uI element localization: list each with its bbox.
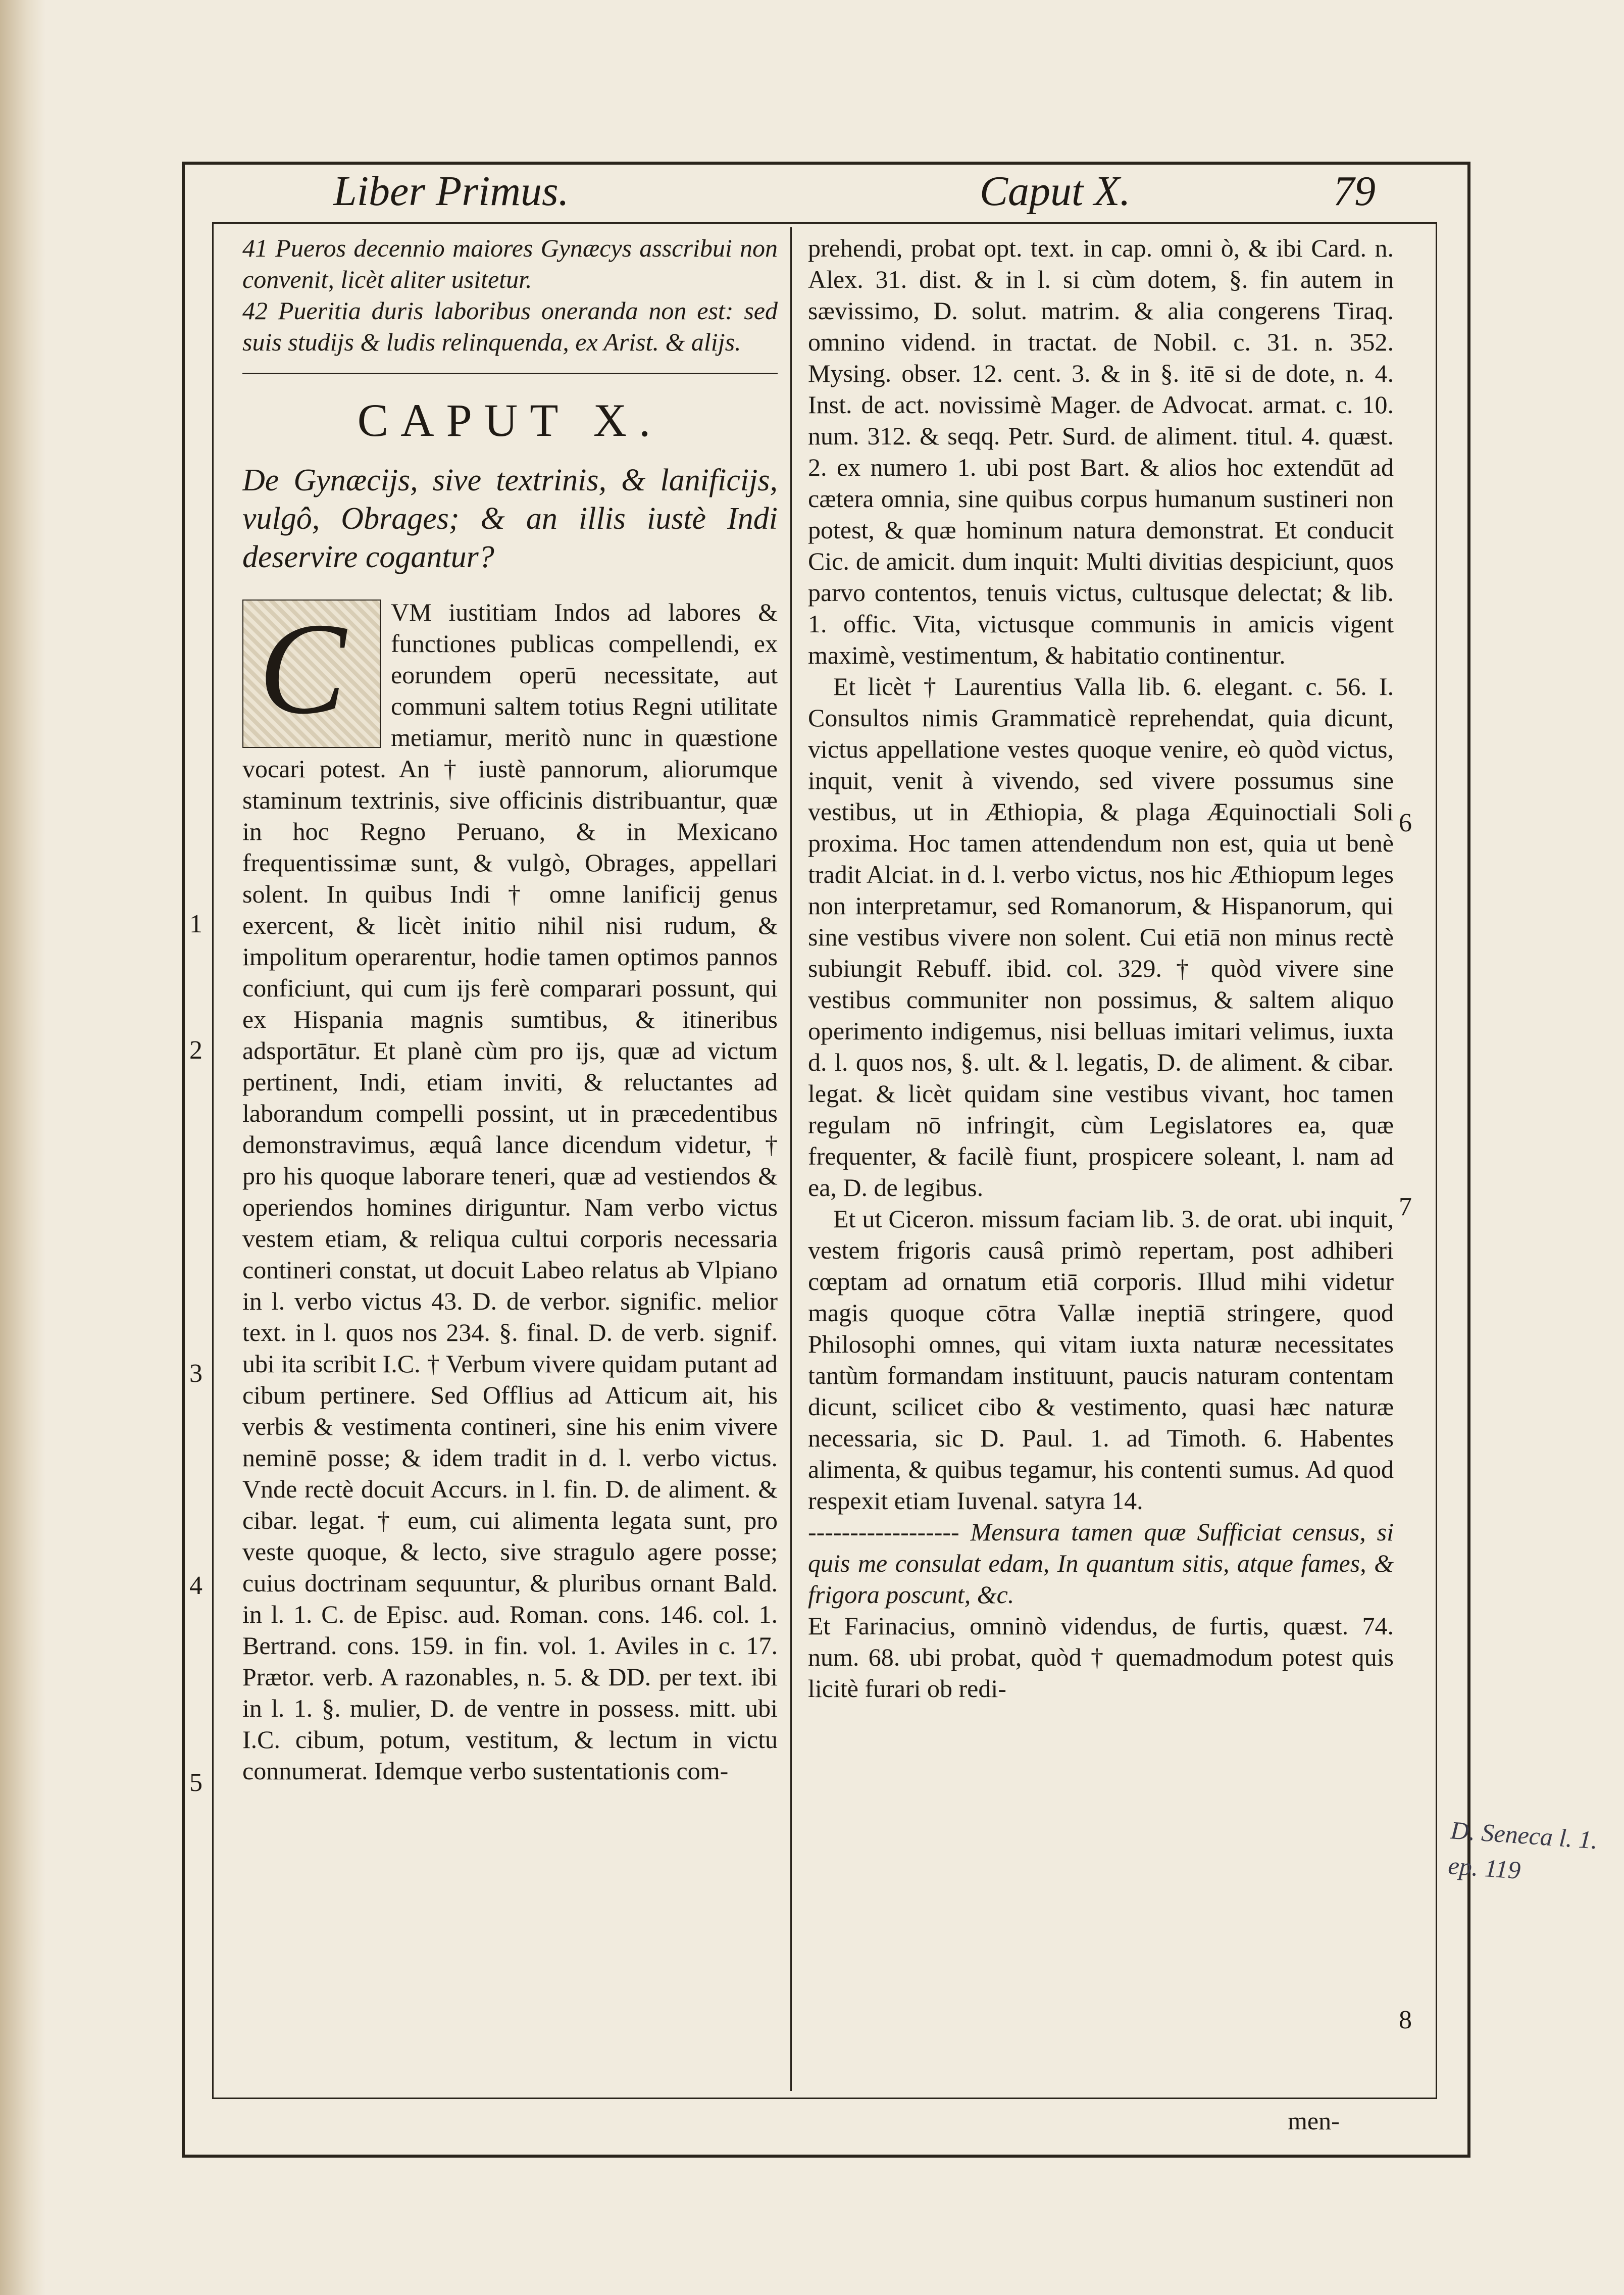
header-liber: Liber Primus.	[333, 168, 569, 215]
margin-number: 1	[189, 910, 202, 938]
margin-number: 7	[1399, 1192, 1412, 1221]
chapter-summary	[242, 232, 778, 358]
body-paragraph: VM iustitiam Indos ad labores & functiones publicas compellendi, ex eorundem operū necessitate, aut communi saltem totius Regni utilitate metiamur, meritò nunc in quæstione vocari potest. An † iustè pannorum, aliorumque staminum textrinis, sive officinis distribuantur, quæ in hoc Regno Peruano, & in Mexicano frequentissimæ sunt, & vulgò, Obrages, appellari solent. In quibus Indi † omne lanificij genus exercent, & licèt initio nihil nisi rudum, & impolitum operarentur, hodie tamen optimos pannos conficiunt, qui cum ijs ferè comparari possunt, qui ex Hispania magnis sumtibus, & itineribus adsportātur. Et planè cùm pro ijs, quæ ad victum pertinent, Indi, etiam inviti, & reluctantes ad laborandum compelli possint, ut in præcedentibus demonstravimus, æquâ lance dicendum videtur, † pro his quoque laborare teneri, quæ ad vestiendos & operiendos homines diriguntur. Nam verbo victus vestem etiam, & reliqua cultui corporis necessaria contineri constat, ut docuit Labeo relatus ab Vlpiano in l. verbo victus 43. D. de verbor. signific. melior text. in l. quos nos 234. §. final. D. de verb. signif. ubi ita scribit I.C. † Verbum vivere quidam putant ad cibum pertinere. Sed Offlius ad Atticum ait, his verbis & vestimenta contineri, sine his enim vivere neminē posse; & idem tradit in d. l. verbo victus. Vnde rectè docuit Accurs. in l. fin. D. de aliment. & cibar. legat. † eum, cui alimenta legata sunt, pro veste quoque, & lecto, sive stragulo agere posse; cuius doctrinam sequuntur, & pluribus ornant Bald. in l. 1. C. de Episc. aud. Roman. cons. 146. col. 1. Bertrand. cons. 159. in fin. vol. 1. Aviles in c. 17. Prætor. verb. A razonables, n. 5. & DD. per text. ibi in l. 1. §. mulier, D. de ventre in possess. mitt. ubi I.C. cibum, potum, vestitum, & lectum in victu connumerat. Idemque verbo sustentationis com-	[242, 598, 778, 1785]
header-caput: Caput X.	[980, 168, 1131, 215]
margin-number: 8	[1399, 2006, 1412, 2034]
body-paragraph: Et Farinacius, omninò videndus, de furtis, quæst. 74. num. 68. ubi probat, quòd † quemadmodum potest quis licitè furari ob redi-	[808, 1612, 1394, 1703]
section-separator	[242, 373, 778, 374]
margin-number: 5	[189, 1768, 202, 1797]
verse-quote: ------------------ Mensura tamen quæ Sufficiat census, si quis me consulat edam, In quantum sitis, atque fames, & frigora poscunt, &c.	[808, 1518, 1394, 1609]
margin-number: 2	[189, 1036, 202, 1065]
left-column	[242, 232, 778, 2081]
body-paragraph: prehendi, probat opt. text. in cap. omni ò, & ibi Card. n. Alex. 31. dist. & in l. si cùm dotem, §. fin autem in sævissimo, D. solut. matrim. & alia congerens Tiraq. omnino vidend. in tractat. de Nobil. c. 31. n. 352. Mysing. obser. 12. cent. 3. & in §. itē si de dote, n. 4. Inst. de act. novissimè Mager. de Advocat. armat. c. 10. num. 312. & seqq. Petr. Surd. de aliment. titul. 4. quæst. 2. ex numero 1. ubi post Bart. & alios hoc extendūt ad cætera omnia, sine quibus corpus humanum sustineri non potest, & quæ hominum natura demonstrat. Et conducit Cic. de amicit. dum inquit: Multi divitias despiciunt, quos parvo contentos, tenuis victus, cultusque delectat; & lib. 1. offic. Vita, victusque communis in amicis vigent maximè, vestimentum, & habitatio continentur.	[808, 234, 1394, 669]
chapter-heading: CAPUT X.	[357, 394, 663, 446]
catchword: men-	[1288, 2107, 1340, 2135]
margin-number: 6	[1399, 809, 1412, 837]
summary-item: 41 Pueros decennio maiores Gynæcys asscribui non convenit, licèt aliter usitetur.	[242, 234, 778, 293]
margin-number: 4	[189, 1571, 202, 1600]
ornamental-drop-cap	[242, 596, 381, 748]
drop-cap-letter: C	[259, 596, 346, 741]
right-column	[808, 232, 1394, 2081]
margin-number: 3	[189, 1359, 202, 1388]
page-number: 79	[1333, 168, 1376, 215]
handwritten-margin-note: D. Seneca l. 1. ep. 119	[1447, 1816, 1599, 1884]
body-paragraph: Et ut Ciceron. missum faciam lib. 3. de orat. ubi inquit, vestem frigoris causâ primò repertam, post adhiberi cœptam ad ornatum etiā corporis. Illud mihi videtur magis quoque cōtra Vallæ ineptiā stringere, quod Philosophi omnes, qui vitam iuxta naturæ necessitates tantùm formandam instituunt, paucis naturam contentam dicunt, scilicet cibo & vestimento, quasi hæc naturæ necessaria, sic D. Paul. 1. ad Timoth. 6. Habentes alimenta, & quibus tegamur, his contenti sumus. Ad quod respexit etiam Iuvenal. satyra 14.	[808, 1205, 1394, 1515]
column-divider	[790, 227, 792, 2091]
body-paragraph: Et licèt † Laurentius Valla lib. 6. elegant. c. 56. I. Consultos nimis Grammaticè reprehendat, quia dicunt, victus appellatione vestes quoque venire, eò quòd victus, inquit, venit à vivendo, sed vivere possumus sine vestibus, ut in Æthiopia, & plaga Æquinoctiali Soli proxima. Hoc tamen attendendum non est, quia ut benè tradit Alciat. in d. l. verbo victus, nos hic Æthiopum leges non interpretamur, sed Romanorum, & Hispanorum, qui sine vestibus vivere non solent. Cui etiā non minus rectè subiungit Rebuff. ibid. col. 329. † quòd vivere sine vestibus communiter non possimus, & saltem aliquo operimento indigemus, nisi belluas imitari velimus, iuxta d. l. quos nos, §. ult. & l. legatis, D. de aliment. & cibar. legat. & licèt quidam sine vestibus vivant, hoc tamen regulam nō infringit, cùm Legislatores ea, quæ frequenter, & facilè fiunt, prospicere soleant, l. nam ad ea, D. de legibus.	[808, 672, 1394, 1202]
book-gutter	[0, 0, 45, 2295]
running-header	[222, 167, 1434, 222]
summary-item: 42 Pueritia duris laboribus oneranda non est: sed suis studijs & ludis relinquenda, ex Arist. & alijs.	[242, 296, 778, 356]
chapter-title: De Gynæcijs, sive textrinis, & lanificijs, vulgô, Obrages; & an illis iustè Indi deservire cogantur?	[242, 463, 778, 574]
